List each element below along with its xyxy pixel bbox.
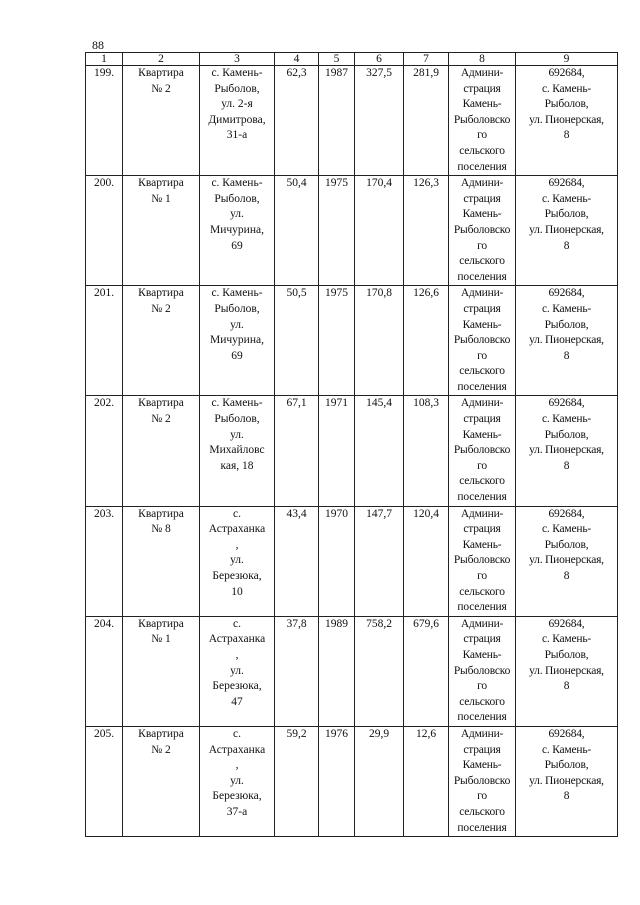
table-header xyxy=(86,53,618,66)
row-number: 200. xyxy=(93,177,115,190)
property-address: с. Камень- Рыболов, ул. Михайловс кая, 18 xyxy=(209,397,265,472)
property-name-cell xyxy=(123,66,200,176)
area-value-cell xyxy=(275,396,319,506)
row-number-cell xyxy=(86,396,123,506)
owner-name: Админи- страция Камень- Рыболовско го сельского поселения xyxy=(453,727,511,834)
year-value: 1970 xyxy=(325,507,348,520)
property-name-cell xyxy=(123,176,200,286)
owner-name-cell xyxy=(449,286,516,396)
value-col7: 281,9 xyxy=(413,67,439,79)
area-value: 59,2 xyxy=(286,727,307,740)
property-address: с. Камень- Рыболов, ул. 2-я Димитрова, 31-а xyxy=(208,67,266,142)
column-header: 6 xyxy=(355,53,404,66)
year-value-cell xyxy=(319,176,355,286)
owner-name: Админи- страция Камень- Рыболовско го сельского поселения xyxy=(453,397,511,504)
value-col7-cell xyxy=(404,506,449,616)
column-header: 8 xyxy=(449,53,516,66)
property-address: с. Камень- Рыболов, ул. Мичурина, 69 xyxy=(210,177,264,252)
property-address-cell xyxy=(200,286,275,396)
owner-address-cell xyxy=(516,726,618,836)
owner-address: 692684, с. Камень- Рыболов, ул. Пионерская, 8 xyxy=(529,397,604,472)
owner-name: Админи- страция Камень- Рыболовско го сельского поселения xyxy=(453,177,511,283)
column-header: 9 xyxy=(516,53,618,66)
owner-address: 692684, с. Камень- Рыболов, ул. Пионерская, 8 xyxy=(529,287,604,362)
column-header: 7 xyxy=(404,53,449,66)
owner-address: 692684, с. Камень- Рыболов, ул. Пионерская, 8 xyxy=(529,507,604,582)
owner-name-cell xyxy=(449,176,516,286)
year-value-cell xyxy=(319,506,355,616)
column-header: 5 xyxy=(319,53,355,66)
column-header: 1 xyxy=(86,53,123,66)
year-value: 1975 xyxy=(325,177,348,190)
property-address-cell xyxy=(200,396,275,506)
page-number: 88 xyxy=(92,38,104,52)
table-row xyxy=(86,176,618,286)
value-col6: 170,4 xyxy=(366,177,392,190)
value-col6: 758,2 xyxy=(366,617,392,630)
area-value: 43,4 xyxy=(286,507,307,520)
property-address-cell xyxy=(200,506,275,616)
row-number: 202. xyxy=(93,397,115,410)
row-number-cell xyxy=(86,726,123,836)
value-col7-cell xyxy=(404,286,449,396)
owner-address: 692684, с. Камень- Рыболов, ул. Пионерская, 8 xyxy=(529,727,604,803)
property-address: с. Камень- Рыболов, ул. Мичурина, 69 xyxy=(210,287,264,362)
owner-address: 692684, с. Камень- Рыболов, ул. Пионерская, 8 xyxy=(529,67,604,142)
row-number-cell xyxy=(86,286,123,396)
row-number-cell xyxy=(86,66,123,176)
property-name-cell xyxy=(123,726,200,836)
property-name: Квартира № 2 xyxy=(138,727,184,756)
owner-name-cell xyxy=(449,616,516,726)
table-row xyxy=(86,286,618,396)
year-value-cell xyxy=(319,286,355,396)
row-number: 204. xyxy=(93,617,115,630)
owner-name-cell xyxy=(449,66,516,176)
owner-name: Админи- страция Камень- Рыболовско го сельского поселения xyxy=(453,67,511,173)
property-name: Квартира № 8 xyxy=(138,507,184,536)
property-name-cell xyxy=(123,506,200,616)
area-value-cell xyxy=(275,66,319,176)
row-number: 203. xyxy=(93,507,115,520)
value-col7-cell xyxy=(404,616,449,726)
area-value-cell xyxy=(275,176,319,286)
year-value: 1989 xyxy=(325,617,348,630)
year-value: 1971 xyxy=(325,397,348,410)
year-value: 1976 xyxy=(325,727,348,740)
area-value-cell xyxy=(275,286,319,396)
year-value: 1987 xyxy=(325,67,348,79)
owner-address: 692684, с. Камень- Рыболов, ул. Пионерская, 8 xyxy=(529,177,604,252)
owner-name: Админи- страция Камень- Рыболовско го сельского поселения xyxy=(453,617,511,724)
property-name: Квартира № 2 xyxy=(138,67,184,95)
value-col7-cell xyxy=(404,66,449,176)
column-number-row xyxy=(86,53,618,66)
column-header: 3 xyxy=(200,53,275,66)
table-row xyxy=(86,726,618,836)
owner-name: Админи- страция Камень- Рыболовско го сельского поселения xyxy=(453,507,511,614)
owner-address-cell xyxy=(516,286,618,396)
owner-address-cell xyxy=(516,506,618,616)
table-body xyxy=(86,66,618,837)
year-value-cell xyxy=(319,66,355,176)
property-name: Квартира № 1 xyxy=(138,617,184,646)
property-name: Квартира № 2 xyxy=(138,397,184,426)
property-address-cell xyxy=(200,616,275,726)
value-col6-cell xyxy=(355,396,404,506)
value-col6: 170,8 xyxy=(366,287,392,300)
property-address: с. Астраханка , ул. Березюка, 37-а xyxy=(208,727,266,818)
value-col7: 108,3 xyxy=(413,397,439,410)
area-value: 62,3 xyxy=(286,67,307,79)
value-col7-cell xyxy=(404,176,449,286)
value-col6-cell xyxy=(355,506,404,616)
year-value-cell xyxy=(319,396,355,506)
row-number-cell xyxy=(86,616,123,726)
table-row xyxy=(86,616,618,726)
property-name-cell xyxy=(123,286,200,396)
owner-name-cell xyxy=(449,726,516,836)
value-col6-cell xyxy=(355,66,404,176)
property-address: с. Астраханка , ул. Березюка, 47 xyxy=(208,617,266,708)
area-value-cell xyxy=(275,506,319,616)
owner-address-cell xyxy=(516,66,618,176)
area-value: 50,4 xyxy=(286,177,307,190)
area-value: 50,5 xyxy=(286,287,307,300)
year-value-cell xyxy=(319,726,355,836)
value-col6: 327,5 xyxy=(366,67,392,79)
row-number: 205. xyxy=(93,727,115,740)
property-registry-table xyxy=(85,52,618,837)
property-name-cell xyxy=(123,396,200,506)
table-row xyxy=(86,396,618,506)
value-col7-cell xyxy=(404,726,449,836)
column-header: 4 xyxy=(275,53,319,66)
table-row xyxy=(86,66,618,176)
owner-address-cell xyxy=(516,396,618,506)
property-address-cell xyxy=(200,176,275,286)
property-name: Квартира № 2 xyxy=(138,287,184,315)
property-address: с. Астраханка , ул. Березюка, 10 xyxy=(208,507,266,598)
property-name: Квартира № 1 xyxy=(138,177,184,205)
owner-name-cell xyxy=(449,506,516,616)
area-value: 67,1 xyxy=(286,397,307,410)
owner-name-cell xyxy=(449,396,516,506)
area-value-cell xyxy=(275,726,319,836)
value-col7: 12,6 xyxy=(415,727,437,740)
table-row xyxy=(86,506,618,616)
owner-address-cell xyxy=(516,176,618,286)
row-number: 199. xyxy=(93,67,115,79)
owner-name: Админи- страция Камень- Рыболовско го сельского поселения xyxy=(453,287,511,393)
value-col6: 29,9 xyxy=(368,727,390,740)
value-col7: 126,3 xyxy=(413,177,439,190)
value-col6-cell xyxy=(355,616,404,726)
value-col6-cell xyxy=(355,726,404,836)
row-number-cell xyxy=(86,506,123,616)
column-header: 2 xyxy=(123,53,200,66)
value-col7: 126,6 xyxy=(413,287,439,300)
row-number: 201. xyxy=(93,287,115,300)
value-col6: 147,7 xyxy=(366,507,392,520)
row-number-cell xyxy=(86,176,123,286)
owner-address-cell xyxy=(516,616,618,726)
value-col7: 120,4 xyxy=(413,507,439,520)
property-name-cell xyxy=(123,616,200,726)
year-value: 1975 xyxy=(325,287,348,300)
owner-address: 692684, с. Камень- Рыболов, ул. Пионерская, 8 xyxy=(529,617,604,693)
area-value-cell xyxy=(275,616,319,726)
value-col7-cell xyxy=(404,396,449,506)
property-address-cell xyxy=(200,726,275,836)
value-col6-cell xyxy=(355,286,404,396)
property-address-cell xyxy=(200,66,275,176)
area-value: 37,8 xyxy=(286,617,307,630)
value-col7: 679,6 xyxy=(413,617,439,630)
value-col6: 145,4 xyxy=(366,397,392,410)
value-col6-cell xyxy=(355,176,404,286)
year-value-cell xyxy=(319,616,355,726)
